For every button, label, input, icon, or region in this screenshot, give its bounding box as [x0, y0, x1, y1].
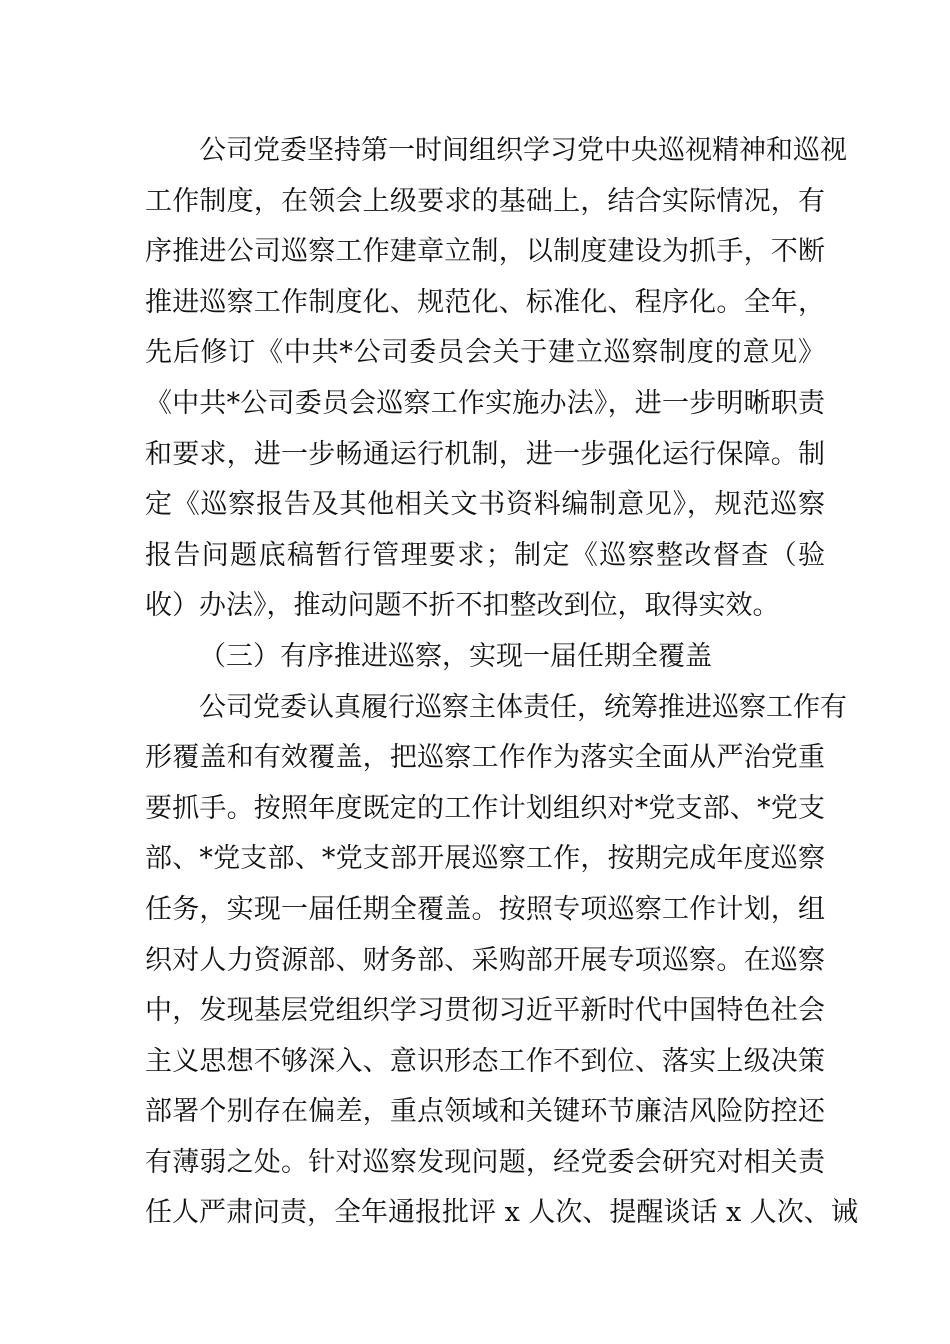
- paragraph-1-line-7: 和要求，进一步畅通运行机制，进一步强化运行保障。制: [145, 438, 825, 470]
- paragraph-1-line-1: 公司党委坚持第一时间组织学习党中央巡视精神和巡视: [199, 135, 847, 166]
- paragraph-1-line-6: 《中共*公司委员会巡察工作实施办法》，进一步明晰职责: [145, 387, 825, 419]
- paragraph-1-line-4: 推进巡察工作制度化、规范化、标准化、程序化。全年，: [145, 286, 825, 318]
- paragraph-1-line-8: 定《巡察报告及其他相关文书资料编制意见》，规范巡察: [145, 489, 825, 521]
- paragraph-2-line-5: 任务，实现一届任期全覆盖。按照专项巡察工作计划，组: [145, 893, 825, 925]
- paragraph-1-line-10: 收）办法》，推动问题不折不扣整改到位，取得实效。: [145, 590, 780, 622]
- paragraph-1-line-3: 序推进公司巡察工作建章立制，以制度建设为抓手，不断: [145, 236, 825, 268]
- document-body: [145, 126, 858, 1239]
- paragraph-1-line-2: 工作制度，在领会上级要求的基础上，结合实际情况，有: [145, 185, 825, 217]
- paragraph-2-line-8: 主义思想不够深入、意识形态工作不到位、落实上级决策: [145, 1045, 825, 1077]
- paragraph-2-line-10: 有薄弱之处。针对巡察发现问题，经党委会研究对相关责: [145, 1146, 825, 1178]
- paragraph-2-line-11: 任人严肃问责，全年通报批评 x 人次、提醒谈话 x 人次、诫: [145, 1197, 858, 1229]
- section-heading: （三）有序推进巡察，实现一届任期全覆盖: [199, 640, 712, 672]
- paragraph-2-line-9: 部署个别存在偏差，重点领域和关键环节廉洁风险防控还: [145, 1096, 825, 1128]
- paragraph-1-line-9: 报告问题底稿暂行管理要求；制定《巡察整改督查（验: [145, 539, 825, 571]
- paragraph-2-line-4: 部、*党支部、*党支部开展巡察工作，按期完成年度巡察: [145, 843, 825, 875]
- paragraph-2-line-6: 织对人力资源部、财务部、采购部开展专项巡察。在巡察: [145, 944, 825, 976]
- paragraph-2-line-1: 公司党委认真履行巡察主体责任，统筹推进巡察工作有: [199, 691, 847, 723]
- paragraph-1-line-5: 先后修订《中共*公司委员会关于建立巡察制度的意见》: [145, 337, 825, 369]
- paragraph-2-line-2: 形覆盖和有效覆盖，把巡察工作作为落实全面从严治党重: [145, 742, 825, 774]
- paragraph-2-line-3: 要抓手。按照年度既定的工作计划组织对*党支部、*党支: [145, 792, 825, 824]
- paragraph-2-line-7: 中，发现基层党组织学习贯彻习近平新时代中国特色社会: [145, 995, 825, 1027]
